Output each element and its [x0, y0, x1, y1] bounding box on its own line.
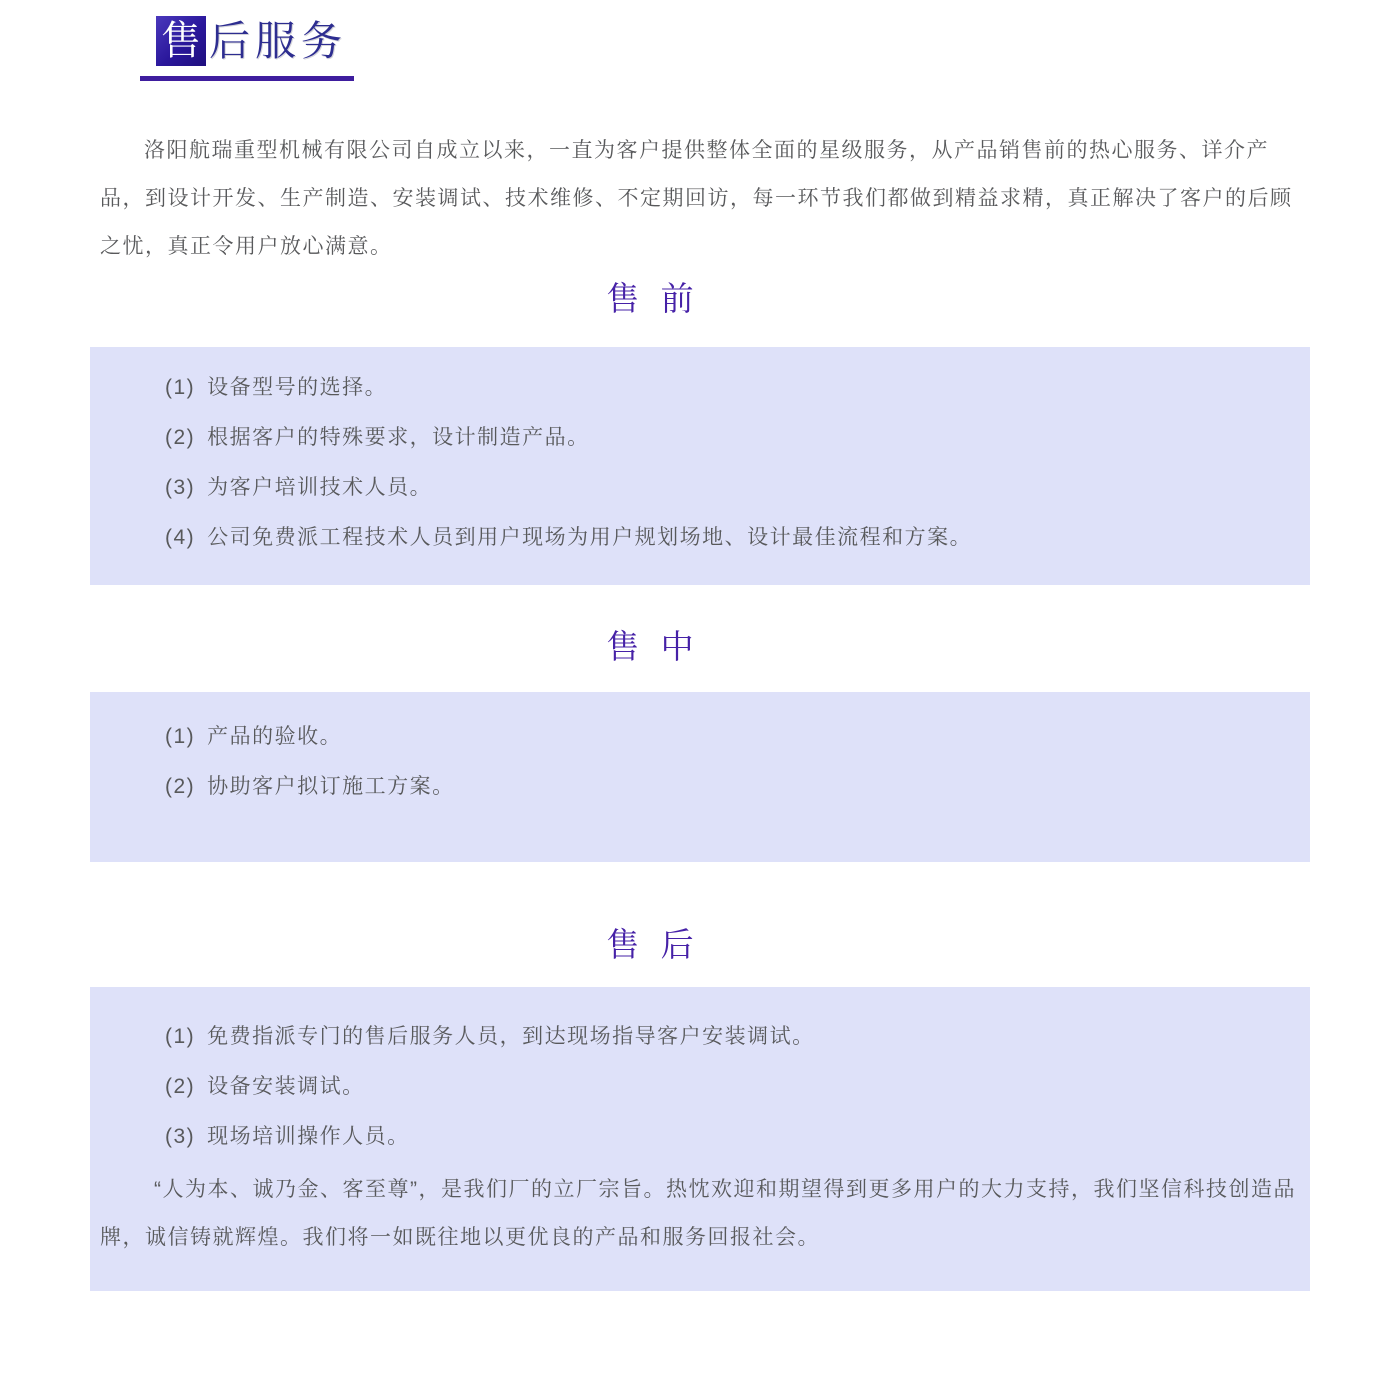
item-number: (2)	[165, 426, 196, 449]
item-number: (1)	[165, 376, 196, 399]
list-item	[90, 463, 1310, 513]
presale-list	[90, 363, 1310, 563]
list-item	[90, 413, 1310, 463]
page-title	[140, 16, 354, 81]
aftersale-list	[90, 1012, 1310, 1162]
section-heading-presale: 售 前	[606, 280, 700, 317]
list-item	[90, 1062, 1310, 1112]
closing-paragraph: “人为本、诚乃金、客至尊”，是我们厂的立厂宗旨。热忱欢迎和期望得到更多用户的大力支持，我们坚信科技创造品牌，诚信铸就辉煌。我们将一如既往地以更优良的产品和服务回报社会。	[100, 1178, 1296, 1249]
list-item	[90, 1012, 1310, 1062]
item-number: (3)	[165, 1125, 196, 1148]
list-item	[90, 1112, 1310, 1162]
page-title-row	[140, 16, 354, 66]
list-item	[90, 712, 1310, 762]
item-text: 协助客户拟订施工方案。	[207, 775, 455, 798]
midsale-panel	[90, 692, 1310, 862]
list-item	[90, 363, 1310, 413]
item-text: 为客户培训技术人员。	[207, 476, 433, 499]
item-number: (4)	[165, 526, 196, 549]
title-underline	[140, 76, 354, 81]
item-text: 现场培训操作人员。	[207, 1125, 410, 1148]
title-highlight-square: 售	[156, 16, 206, 66]
item-text: 设备安装调试。	[207, 1075, 365, 1098]
item-text: 公司免费派工程技术人员到用户现场为用户规划场地、设计最佳流程和方案。	[207, 526, 973, 549]
midsale-list	[90, 712, 1310, 812]
item-number: (1)	[165, 1025, 196, 1048]
intro-paragraph: 洛阳航瑞重型机械有限公司自成立以来，一直为客户提供整体全面的星级服务，从产品销售前的热心服务、详介产品，到设计开发、生产制造、安装调试、技术维修、不定期回访，每一环节我们都做到精益求精，真正解决了客户的后顾之忧，真正令用户放心满意。	[100, 139, 1293, 258]
item-text: 免费指派专门的售后服务人员，到达现场指导客户安装调试。	[207, 1025, 815, 1048]
page-title-text: 后服务	[209, 18, 347, 64]
list-item	[90, 762, 1310, 812]
section-heading-aftersale: 售 后	[606, 926, 700, 963]
item-number: (1)	[165, 725, 196, 748]
presale-panel	[90, 347, 1310, 585]
item-number: (3)	[165, 476, 196, 499]
item-text: 产品的验收。	[207, 725, 343, 748]
item-number: (2)	[165, 1075, 196, 1098]
item-text: 根据客户的特殊要求，设计制造产品。	[207, 426, 590, 449]
aftersale-panel	[90, 987, 1310, 1291]
section-heading-midsale: 售 中	[606, 628, 700, 665]
list-item	[90, 513, 1310, 563]
item-text: 设备型号的选择。	[207, 376, 388, 399]
item-number: (2)	[165, 775, 196, 798]
